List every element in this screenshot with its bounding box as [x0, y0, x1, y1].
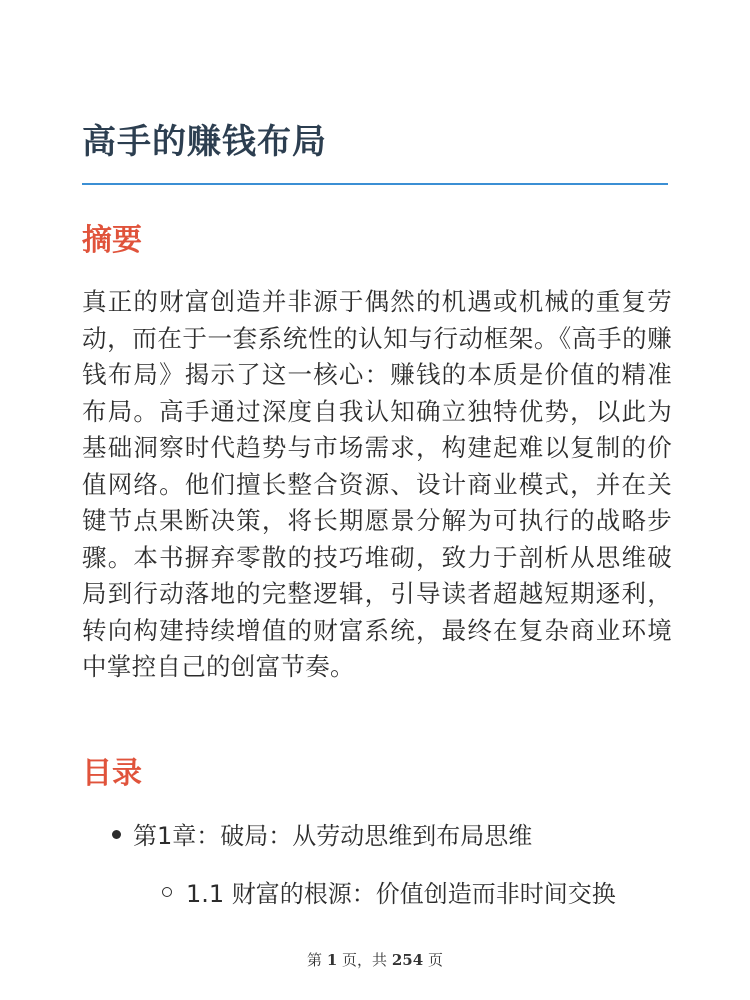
- footer-middle: 页，共: [342, 951, 388, 969]
- page-footer: [0, 950, 750, 970]
- abstract-heading: 摘要: [82, 223, 142, 258]
- abstract-paragraph: 真正的财富创造并非源于偶然的机遇或机械的重复劳动，而在于一套系统性的认知与行动框架。《高手的赚钱布局》揭示了这一核心：赚钱的本质是价值的精准布局。高手通过深度自我认知确立独特优势，以此为基础洞察时代趋势与市场需求，构建起难以复制的价值网络。他们擅长整合资源、设计商业模式，并在关键节点果断决策，将长期愿景分解为可执行的战略步骤。本书摒弃零散的技巧堆砌，致力于剖析从思维破局到行动落地的完整逻辑，引导读者超越短期逐利，转向构建持续增值的财富系统，最终在复杂商业环境中掌控自己的创富节奏。: [82, 287, 672, 681]
- total-page-count: 254: [391, 951, 424, 969]
- current-page-number: 1: [326, 951, 338, 969]
- bullet-circle-icon: [162, 887, 172, 897]
- toc-heading: 目录: [82, 756, 142, 791]
- toc-item-section-1-1[interactable]: [162, 876, 616, 912]
- footer-prefix: 第: [307, 951, 323, 969]
- document-title: 高手的赚钱布局: [82, 122, 327, 162]
- toc-item-label: 1.1 财富的根源：价值创造而非时间交换: [186, 880, 616, 908]
- title-divider: [82, 183, 668, 185]
- bullet-disc-icon: [112, 830, 121, 839]
- toc-item-chapter-1[interactable]: [112, 818, 532, 854]
- toc-item-label: 第1章：破局：从劳动思维到布局思维: [133, 822, 533, 850]
- footer-suffix: 页: [427, 951, 443, 969]
